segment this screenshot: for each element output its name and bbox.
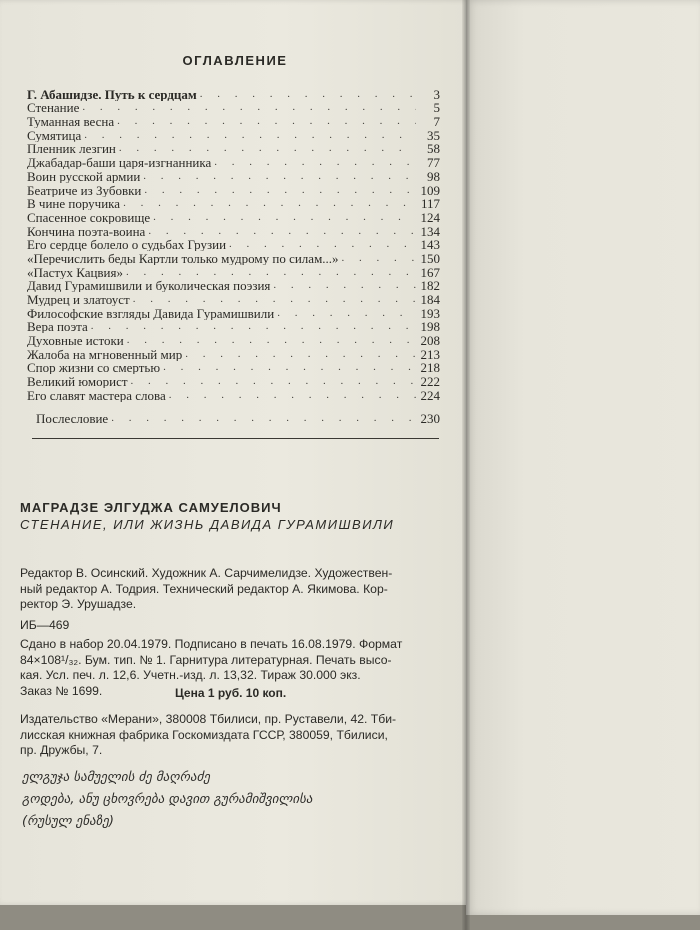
toc-entry-afterword <box>27 411 440 425</box>
toc-entry-title: Великий юморист <box>27 374 128 389</box>
toc-entry-title: Кончина поэта-воина <box>27 223 146 238</box>
editors-line: Редактор В. Осинский. Художник А. Сарчимелидзе. Художествен- <box>20 566 393 580</box>
toc-entry-title: Беатриче из Зубовки <box>27 182 142 197</box>
right-page <box>466 0 700 915</box>
toc-entry-page: 184 <box>420 292 440 306</box>
toc-leader <box>214 156 416 169</box>
toc-leader <box>117 115 416 128</box>
toc-entry-title: Давид Гурамишвили и буколическая поэзия <box>27 278 271 293</box>
georgian-handwritten-note <box>22 767 442 833</box>
toc-entry-title: Вера поэта <box>27 319 88 334</box>
toc-entry-page: 208 <box>420 333 440 348</box>
toc-entry-title: «Перечислить беды Картли только мудрому по силам...» <box>27 251 339 265</box>
print-info-line: кая. Усл. печ. л. 12,6. Учетн.-изд. л. 13,32. Тираж 30.000 экз. <box>20 668 361 682</box>
toc-leader <box>111 412 416 425</box>
toc-leader <box>133 293 416 306</box>
toc-entry-page: 230 <box>420 410 440 425</box>
toc-entry-page: 134 <box>420 223 440 238</box>
toc-entry-page: 124 <box>420 210 440 224</box>
toc-entry-title: Спасенное сокровище <box>27 210 151 224</box>
toc-entry-title: Г. Абашидзе. Путь к сердцам <box>27 87 197 101</box>
toc-entry-page: 35 <box>427 128 440 142</box>
toc-entry <box>27 197 440 211</box>
editors-line: ный редактор А. Тодрия. Технический редактор А. Якимова. Кор- <box>20 581 388 596</box>
toc-entry <box>27 183 440 197</box>
toc-entry-title: Стенание <box>27 100 80 115</box>
toc-entry-title: Воин русской армии <box>27 169 141 183</box>
toc-leader <box>131 375 416 388</box>
toc-entry-page: 109 <box>420 182 440 197</box>
toc-entry <box>27 142 440 156</box>
section-divider <box>32 438 439 439</box>
toc-leader <box>273 279 416 292</box>
toc-leader <box>127 334 416 347</box>
toc-heading: ОГЛАВЛЕНИЕ <box>182 53 288 68</box>
colophon-ib <box>20 618 440 634</box>
publisher-line: лисская книжная фабрика Госкомиздата ГССР, 380059, Тбилиси, <box>20 727 388 742</box>
toc-entry-page: 167 <box>420 264 440 279</box>
georgian-line: ელგუჯა სამუელის ძე მაღრაძე <box>22 770 210 785</box>
print-info-line: 84×108¹/₃₂. Бум. тип. № 1. Гарнитура литературная. Печать высо- <box>20 652 392 667</box>
toc-entry-title: Жалоба на мгновенный мир <box>27 347 183 361</box>
toc-entry-title: Послесловие <box>36 410 109 425</box>
colophon-price: Цена 1 руб. 10 коп. <box>175 686 287 700</box>
toc-entry <box>27 361 440 375</box>
toc-leader <box>153 211 416 224</box>
toc-entry-page: 143 <box>420 237 440 252</box>
table-of-contents <box>27 87 440 425</box>
toc-entry-title: Духовные истоки <box>27 333 124 348</box>
toc-entry <box>27 279 440 293</box>
toc-entry-page: 224 <box>420 388 440 402</box>
toc-entry-title: В чине поручика <box>27 196 121 211</box>
toc-entry-page: 222 <box>420 374 440 389</box>
editors-line: ректор Э. Урушадзе. <box>20 597 137 611</box>
georgian-line: (რუსულ ენაზე) <box>22 814 114 829</box>
toc-entry-page: 98 <box>427 169 440 183</box>
toc-entry <box>27 238 440 252</box>
publisher-line: Издательство «Мерани», 380008 Тбилиси, пр. Руставели, 42. Тби- <box>20 712 397 726</box>
colophon-publisher <box>20 712 440 759</box>
toc-leader <box>200 88 416 101</box>
toc-leader <box>185 348 416 361</box>
toc-entry-page: 5 <box>433 100 440 115</box>
toc-entry-page: 198 <box>420 319 440 334</box>
toc-entry-title: Его сердце болело о судьбах Грузии <box>27 237 227 252</box>
toc-entry-title: «Пастух Кацвия» <box>27 264 123 279</box>
toc-entry <box>27 251 440 265</box>
toc-entry-title: Сумятица <box>27 128 82 142</box>
toc-entry <box>27 388 440 402</box>
toc-leader <box>277 307 416 320</box>
toc-entry <box>27 114 440 128</box>
toc-leader <box>144 184 416 197</box>
toc-entry-page: 58 <box>427 141 440 156</box>
toc-entry <box>27 306 440 320</box>
toc-entry-page: 3 <box>433 87 440 101</box>
toc-entry-page: 193 <box>420 306 440 320</box>
georgian-line: გოდება, ანუ ცხოვრება დავით გურამიშვილისა <box>22 792 313 807</box>
toc-leader <box>84 129 416 142</box>
toc-leader <box>342 252 416 265</box>
colophon-book-title: СТЕНАНИЕ, ИЛИ ЖИЗНЬ ДАВИДА ГУРАМИШВИЛИ <box>20 517 395 532</box>
toc-leader <box>119 142 416 155</box>
toc-entry-page: 213 <box>420 347 440 361</box>
toc-entry <box>27 155 440 169</box>
toc-entry <box>27 128 440 142</box>
toc-entry-title: Мудрец и златоуст <box>27 292 130 306</box>
toc-entry <box>27 101 440 115</box>
toc-leader <box>126 266 416 279</box>
toc-leader <box>123 197 416 210</box>
toc-entry <box>27 347 440 361</box>
toc-entry <box>27 210 440 224</box>
ib-number: ИБ—469 <box>20 618 70 632</box>
toc-entry-page: 117 <box>420 196 440 211</box>
toc-leader <box>82 101 416 114</box>
toc-leader <box>169 389 416 402</box>
toc-entry-title: Его славят мастера слова <box>27 388 166 402</box>
print-info-line: Сдано в набор 20.04.1979. Подписано в печать 16.08.1979. Формат <box>20 637 403 651</box>
toc-entry-page: 77 <box>427 155 440 170</box>
toc-leader <box>163 361 416 374</box>
toc-leader <box>143 170 416 183</box>
toc-leader <box>91 320 416 333</box>
toc-leader <box>229 238 416 251</box>
toc-entry-title: Спор жизни со смертью <box>27 360 161 375</box>
toc-entry <box>27 292 440 306</box>
toc-entry-page: 182 <box>420 278 440 293</box>
toc-entry-page: 7 <box>433 114 440 129</box>
colophon-editors <box>20 566 440 613</box>
toc-entry-page: 150 <box>420 251 440 265</box>
toc-entry <box>27 265 440 279</box>
toc-entry-title: Философские взгляды Давида Гурамишвили <box>27 306 275 320</box>
print-info-line: Заказ № 1699. <box>20 683 103 698</box>
toc-entry <box>27 224 440 238</box>
toc-entry <box>27 169 440 183</box>
toc-entry <box>27 333 440 347</box>
toc-entry <box>27 320 440 334</box>
toc-entry-title: Туманная весна <box>27 114 115 129</box>
toc-entry <box>27 87 440 101</box>
toc-entry-title: Пленник лезгин <box>27 141 116 156</box>
toc-entry-title: Джабадар-баши царя-изгнанника <box>27 155 212 170</box>
toc-leader <box>148 225 416 238</box>
book-gutter <box>462 0 470 930</box>
publisher-line: пр. Дружбы, 7. <box>20 743 103 757</box>
toc-entry <box>27 374 440 388</box>
toc-entry-page: 218 <box>420 360 440 375</box>
colophon-author: МАГРАДЗЕ ЭЛГУДЖА САМУЕЛОВИЧ <box>20 500 282 515</box>
